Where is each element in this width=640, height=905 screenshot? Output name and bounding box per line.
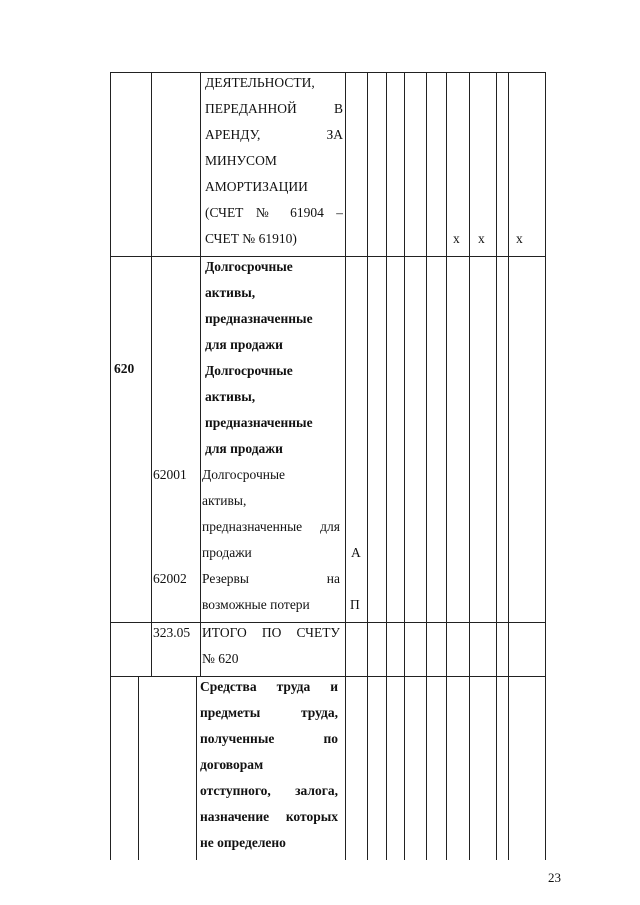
- subaccount-62001-name: [202, 462, 340, 566]
- row-1-name-line: ПЕРЕДАННОЙ В: [205, 101, 343, 116]
- total-name-line: № 620: [202, 651, 239, 666]
- table-column-divider: [345, 72, 346, 860]
- table-column-divider: [496, 72, 497, 860]
- row-2-name-line: Долгосрочные: [205, 363, 293, 378]
- subaccount-name-line: предназначенные для: [202, 519, 340, 534]
- row-1-name-line: (СЧЕТ № 61904 –: [205, 205, 343, 220]
- table-column-divider: [426, 72, 427, 860]
- subaccount-62002-sign: П: [350, 597, 360, 612]
- subaccount-62002-name: [202, 566, 340, 618]
- row-2-name-line: предназначенные: [205, 311, 313, 326]
- table-column-divider: [196, 676, 197, 860]
- table-column-divider: [446, 72, 447, 860]
- subaccount-62001-sign: А: [351, 545, 361, 560]
- total-row-name: [202, 620, 340, 672]
- table-column-divider: [138, 676, 139, 860]
- table-column-divider: [469, 72, 470, 860]
- row-4-name-line: назначение которых: [200, 809, 338, 824]
- table-column-divider: [151, 72, 152, 676]
- subaccount-name-line: возможные потери: [202, 597, 310, 612]
- row-4-name: [200, 674, 338, 856]
- account-code-620: 620: [114, 361, 135, 376]
- row-4-name-line: не определено: [200, 835, 286, 850]
- row-1-mark: x: [453, 231, 460, 246]
- total-name-line: ИТОГО ПО СЧЕТУ: [202, 625, 340, 640]
- table-column-divider: [386, 72, 387, 860]
- table-column-divider: [508, 72, 509, 860]
- row-2-name-line: Долгосрочные: [205, 259, 293, 274]
- row-1-name-line: СЧЕТ № 61910): [205, 231, 297, 246]
- subaccount-code-62001: 62001: [153, 467, 187, 482]
- table-column-divider: [404, 72, 405, 860]
- table-border-left: [110, 72, 111, 860]
- subaccount-name-line: Резервы на: [202, 571, 340, 586]
- table-row-1-name: [205, 70, 343, 252]
- row-4-name-line: договорам: [200, 757, 264, 772]
- subaccount-code-62002: 62002: [153, 571, 187, 586]
- table-column-divider: [367, 72, 368, 860]
- row-2-name-line: для продажи: [205, 441, 283, 456]
- row-1-name-line: АРЕНДУ, ЗА: [205, 127, 343, 142]
- row-4-name-line: полученные по: [200, 731, 338, 746]
- row-2-name-line: для продажи: [205, 337, 283, 352]
- row-2-name-line: активы,: [205, 285, 256, 300]
- subaccount-name-line: продажи: [202, 545, 252, 560]
- account-620-title: [205, 254, 343, 462]
- row-4-name-line: отступного, залога,: [200, 783, 338, 798]
- page-number: 23: [548, 870, 561, 885]
- row-1-name-line: ДЕЯТЕЛЬНОСТИ,: [205, 75, 315, 90]
- subaccount-name-line: активы,: [202, 493, 247, 508]
- total-row-code: 323.05: [153, 625, 191, 640]
- subaccount-name-line: Долгосрочные: [202, 467, 286, 482]
- row-2-name-line: предназначенные: [205, 415, 313, 430]
- table-column-divider: [200, 72, 201, 676]
- row-1-name-line: МИНУСОМ: [205, 153, 277, 168]
- row-1-mark: x: [478, 231, 485, 246]
- row-1-mark: x: [516, 231, 523, 246]
- row-2-name-line: активы,: [205, 389, 256, 404]
- row-4-name-line: предметы труда,: [200, 705, 338, 720]
- row-1-name-line: АМОРТИЗАЦИИ: [205, 179, 308, 194]
- row-4-name-line: Средства труда и: [200, 679, 338, 694]
- table-border-right: [545, 72, 546, 860]
